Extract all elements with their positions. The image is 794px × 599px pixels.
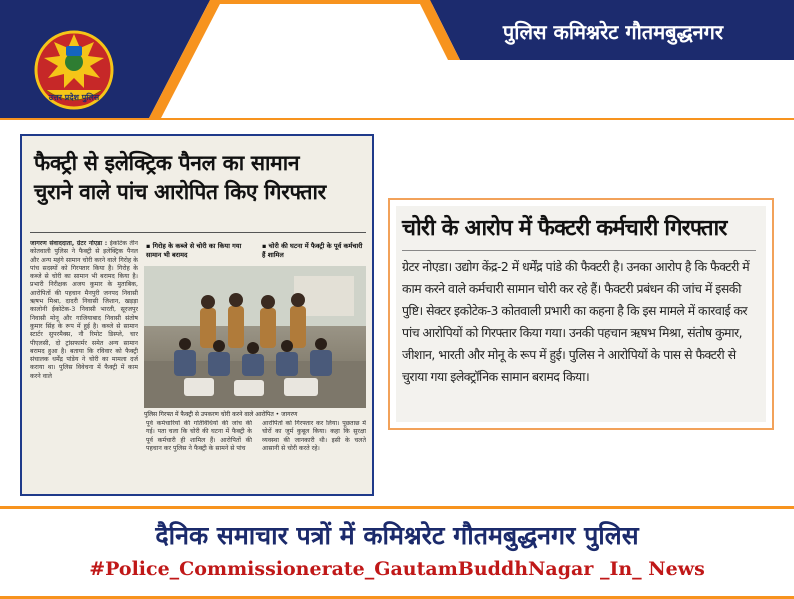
left-column-2: पूर्व कर्मचारियों की गतिविधियों की जांच की गई। पता चला कि चोरी की घटना में फैक्ट्री के पूर्व कर्मचारी ही शामिल हैं। आरोपितों की पहचान कर पुलिस ने फैक्ट्री के सामने से पांच xyxy=(146,420,252,452)
emblem-text: उत्तर प्रदेश पुलिस xyxy=(48,93,100,102)
up-police-emblem-icon xyxy=(28,26,120,112)
right-divider xyxy=(402,250,756,251)
left-bullet-2-text: चोरी की घटना में फैक्ट्री के पूर्व कर्मचारी हैं शामिल xyxy=(262,242,363,259)
left-bullet-2: ▪ चोरी की घटना में फैक्ट्री के पूर्व कर्मचारी हैं शामिल xyxy=(262,242,363,259)
left-dateline: जागरण संवाददाता, ग्रेटर नोएडा : xyxy=(30,240,108,247)
left-bullet-1-text: गिरोह के कब्जे से चोरी का किया गया सामान भी बरामद xyxy=(146,242,242,259)
left-column-3: आरोपितों को गिरफ्तार कर लिया। पूछताछ में चोरों का जुर्म कुबूल किया। कहा कि सुरक्षा व्यवस्था की जानकारी थी। इसी के चलते आसानी से चोरी करते रहे। xyxy=(262,420,366,452)
left-divider xyxy=(30,232,366,233)
header-title: पुलिस कमिश्नरेट गौतमबुद्धनगर xyxy=(502,20,724,44)
newspaper-clipping-right xyxy=(388,198,774,430)
footer-divider xyxy=(0,506,794,509)
left-column-1 xyxy=(30,240,138,486)
left-headline-line2: चुराने वाले पांच आरोपित किए गिरफ्तार xyxy=(34,179,326,204)
left-bullet-1: ▪ गिरोह के कब्जे से चोरी का किया गया सामान भी बरामद xyxy=(146,242,242,259)
arrest-photo xyxy=(144,266,366,408)
right-clip-paper xyxy=(396,206,766,422)
left-headline xyxy=(22,136,372,206)
newspaper-clipping-left xyxy=(20,134,374,496)
footer-hashtag: #Police_Commissionerate_GautamBuddhNagar _In_ News xyxy=(89,558,705,580)
photo-caption: पुलिस गिरफ्त में फैक्ट्री से उपकरण चोरी करने वाले आरोपित • जागरण xyxy=(144,411,298,418)
right-headline: चोरी के आरोप में फैक्टरी कर्मचारी गिरफ्तार xyxy=(402,216,727,241)
arrest-photo-illustration xyxy=(144,266,366,408)
right-body-text: ग्रेटर नोएडा। उद्योग केंद्र-2 में धर्मेंद्र पांडे की फैक्टरी है। उनका आरोप है कि फैक्टरी में काम करने वाले कर्मचारी सामान चोरी कर रहे हैं। फैक्टरी प्रबंधन की जांच में इसकी पुष्टि। सेक्टर इकोटेक-3 कोतवाली प्रभारी का कहना है कि इस मामले में कारवाई कर पांच आरोपियों को गिरफ्तार किया गया। उनकी पहचान ऋषभ मिश्रा, संतोष कुमार, जीशान, भारती और मोनू के रूप में हुई। पुलिस ने आरोपियों के पास से फैक्टरी से चुराया गया इलेक्ट्रॉनिक सामान बरामद किया। xyxy=(402,259,750,384)
left-column-1-text: ईकोटेक तीन कोतवाली पुलिस ने फैक्ट्री से इलेक्ट्रिक पैनल और अन्य महंगे सामान चोरी करने वाले गिरोह के पांच सदस्यों को गिरफ्तार किया है। गिरोह के कब्जे से चोरी का सामान भी बरामद किया है। प्रभारी निरीक्षक अजय कुमार के मुताबिक, आरोपितों की पहचान मैनपुरी जनपद निवासी ऋषभ मिश्रा, दादरी निवासी जिशान, खड़ड़ा कालोनी ईकोटेक-3 निवासी भारती, सूरजपुर निवासी मोनू और गाजियाबाद निवासी संतोष कुमार सिंह के रूप में हुई है। कब्जे से सामान स्टार्टर सुपरमैक्स, नौ रिमोट डिस्प्ले, चार पीएलसी, दो ट्रांसफार्मर समेत अन्य सामान बरामद हुआ है। बताया कि रविवार को फैक्ट्री संचालक धर्मेंद्र पांडेय ने चोरी का मामला दर्ज कराया था। पुलिस विवेचना में फैक्ट्री में काम करने वाले xyxy=(30,240,138,380)
footer-title: दैनिक समाचार पत्रों में कमिश्नरेट गौतमबुद्धनगर पुलिस xyxy=(155,521,639,550)
left-headline-line1: फैक्ट्री से इलेक्ट्रिक पैनल का सामान xyxy=(34,150,300,175)
